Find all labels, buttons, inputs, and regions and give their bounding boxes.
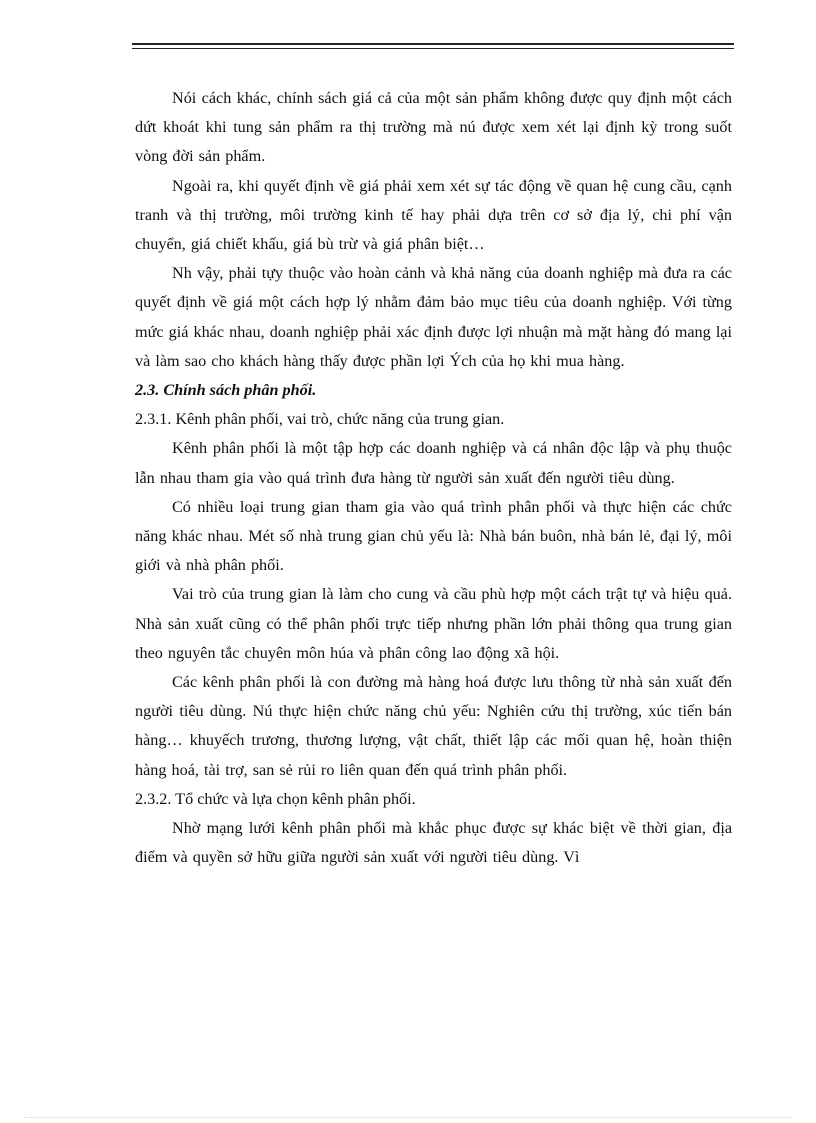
page-bottom-edge [24,1117,792,1118]
paragraph-channel-network: Nhờ mạng lưới kênh phân phối mà khắc phục được sự khác biệt về thời gian, địa điểm và quyền sở hữu giữa người sản xuất với người tiêu dùng. Vì [135,819,732,867]
paragraph-channel-functions: Các kênh phân phối là con đường mà hàng hoá được lưu thông từ nhà sản xuất đến người tiêu dùng. Nú thực hiện chức năng chủ yếu: Nghiên cứu thị trường, xúc tiến bán hàng… khuyếch trương, thương lượng, vật chất, thiết lập các mối quan hệ, hoàn thiện hàng hoá, tài trợ, san sẻ rủi ro liên quan đến quá trình phân phối. [135,673,732,779]
subsection-heading-distribution-channels: 2.3.1. Kênh phân phối, vai trò, chức năng của trung gian. [135,410,505,429]
paragraph-pricing-review: Nói cách khác, chính sách giá cả của một sản phẩm không được quy định một cách dứt khoát khi tung sản phẩm ra thị trường mà nú được xem xét lại định kỳ trong suốt vòng đời sản phẩm. [135,89,732,166]
document-body [135,84,732,872]
paragraph-pricing-factors: Ngoài ra, khi quyết định về giá phải xem xét sự tác động về quan hệ cung cầu, cạnh tranh và thị trường, môi trường kinh tế hay phải dựa trên cơ sở địa lý, chi phí vận chuyển, giá chiết khấu, giá bù trừ và giá phân biệt… [135,176,732,254]
header-rule-top [132,43,734,45]
paragraph-channel-definition: Kênh phân phối là một tập hợp các doanh nghiệp và cá nhân độc lập và phụ thuộc lẫn nhau tham gia vào quá trình đưa hàng từ người sản xuất đến người tiêu dùng. [135,439,732,487]
paragraph-intermediary-types: Có nhiều loại trung gian tham gia vào quá trình phân phối và thực hiện các chức năng khác nhau. Mét số nhà trung gian chủ yếu là: Nhà bán buôn, nhà bán lẻ, đại lý, môi giới và nhà phân phối. [135,497,732,575]
paragraph-pricing-decision: Nh vậy, phải tựy thuộc vào hoàn cảnh và khả năng của doanh nghiệp mà đưa ra các quyết định về giá một cách hợp lý nhằm đảm bảo mục tiêu của doanh nghiệp. Với từng mức giá khác nhau, doanh nghiệp phải xác định được lợi nhuận mà mặt hàng đó mang lại và làm sao cho khách hàng thấy được phần lợi Ých của họ khi mua hàng. [135,264,732,370]
subsection-heading-channel-selection: 2.3.2. Tổ chức và lựa chọn kênh phân phối. [135,789,416,808]
header-rule-bottom [132,48,734,49]
section-heading-distribution-policy: 2.3. Chính sách phân phối. [135,381,317,400]
paragraph-intermediary-role: Vai trò của trung gian là làm cho cung và cầu phù hợp một cách trật tự và hiệu quả. Nhà sản xuất cũng có thể phân phối trực tiếp nhưng phần lớn phải thông qua trung gian theo nguyên tắc chuyên môn húa và phân công lao động xã hội. [135,585,732,662]
